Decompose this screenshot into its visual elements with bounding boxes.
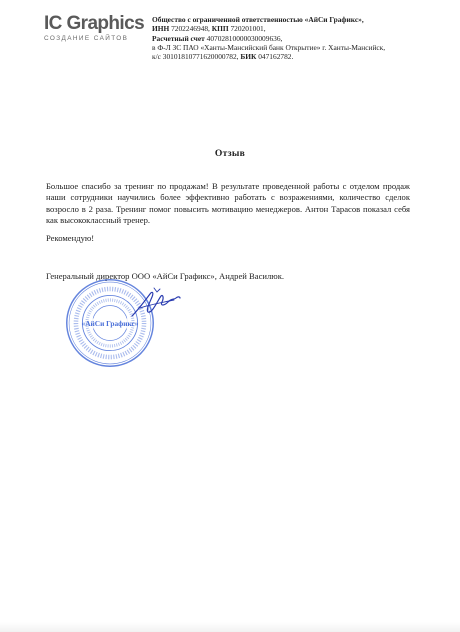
requisites-line-2: ИНН 7202246948, КПП 720201001, [152,24,266,34]
signatory-line: Генеральный директор ООО «АйСи Графикс», Андрей Василюк. [46,271,285,281]
requisites-line-1: Общество с ограниченной ответственностью «АйСи Графикс», [152,15,364,24]
director-signature [130,286,182,322]
requisites-line-3: Расчетный счет 40702810000030009636, [152,33,283,43]
letter-recommendation: Рекомендую! [46,233,95,243]
company-requisites [152,15,452,61]
requisites-line-4: в Ф-Л ЗС ПАО «Ханты-Мансийский банк Открытие» г. Ханты-Мансийск, [152,42,386,52]
company-logo [44,13,144,43]
logo-tagline: СОЗДАНИЕ САЙТОВ [44,35,129,42]
logo-wordmark: IC Graphics [44,13,145,34]
stamp-center-text: «АйСи Графикс» [81,319,139,329]
letter-title: Отзыв [214,148,246,159]
letter-body: Большое спасибо за тренинг по продажам! В результате проведенной работы с отделом продаж наши сотрудники научились более эффективно работать с возражениями, количество сделок возросло в 2 раза. Тренинг помог повысить мотивацию менеджеров. Антон Тарасов показал себя как высококлассный тренер. [46,181,410,226]
requisites-line-5: к/с 30101810771620000782, БИК 047162782. [152,52,294,62]
